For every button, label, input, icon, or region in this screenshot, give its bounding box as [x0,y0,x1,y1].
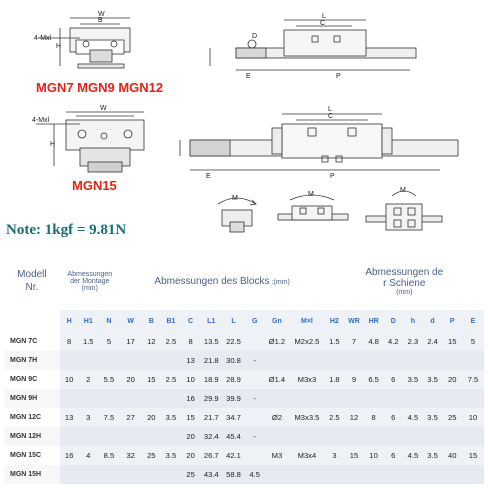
value-cell: 15 [468,451,478,460]
col-mxl: M×l [300,317,313,325]
value-cell [325,389,345,408]
value-cell [245,370,265,389]
col-d-small: d [430,317,435,325]
value-cell [141,351,161,370]
value-cell: 42.1 [226,451,241,460]
value-cell [364,465,384,484]
value-cell: 21.8 [200,351,222,370]
value-cell [325,427,345,446]
col-w: W [127,317,134,325]
l-label-small: L [322,13,326,20]
value-cell: 25 [147,451,156,460]
value-cell: 7.5 [467,375,479,384]
col-gn: Gn [272,317,282,325]
model-cell: MGN 12C [4,408,60,427]
model-cell: MGN 7H [4,351,60,370]
value-cell: - [245,389,265,408]
value-cell: 6 [391,375,396,384]
model-cell: MGN 7C [4,332,60,351]
p-label-large: P [330,173,335,180]
model-cell: MGN 15H [4,465,60,484]
value-cell: 4.5 [245,465,265,484]
moment-my-diagram [278,195,348,220]
table-row [4,427,484,446]
value-cell: 6.5 [368,375,379,384]
value-cell: 34.7 [226,413,241,422]
block-header: Abmessungen des Blocks :(mm) [120,252,325,310]
table-row [4,332,484,351]
mxl-label-large: 4-Mxl [32,117,50,124]
value-cell: 22.5 [226,337,241,346]
value-cell [423,351,443,370]
value-cell [289,465,324,484]
value-cell: 3.5 [427,413,438,422]
value-cell [78,465,98,484]
value-cell [265,389,290,408]
col-e: E [470,317,476,325]
value-cell: 3.5 [407,375,419,384]
value-cell: 15 [147,375,156,384]
value-cell: 2 [86,375,91,384]
col-h2: H2 [329,317,339,325]
value-cell: M3x3.5 [294,413,320,422]
value-cell: 15 [186,413,195,422]
value-cell: 12 [147,337,156,346]
value-cell: 16 [181,389,201,408]
table-column-headers [4,310,484,332]
value-cell [442,465,462,484]
value-cell [325,351,345,370]
value-cell [60,465,79,484]
value-cell [245,332,265,351]
value-cell [265,465,290,484]
table-row [4,351,484,370]
model-cell: MGN 9H [4,389,60,408]
value-cell [364,351,384,370]
col-h1: H1 [83,317,93,325]
value-cell [98,427,120,446]
value-cell: 28.9 [226,375,241,384]
series-large-label: MGN15 [72,178,117,193]
w-label-large: W [100,105,107,112]
value-cell [161,427,181,446]
col-wr: WR [348,317,360,325]
value-cell [403,351,423,370]
table-row [4,465,484,484]
value-cell: 1.5 [82,337,94,346]
value-cell: 13.5 [203,337,219,346]
value-cell: 8 [371,413,376,422]
col-b: B [148,317,154,325]
col-b1: B1 [166,317,176,325]
value-cell [383,351,403,370]
table-body [4,332,484,484]
value-cell [442,351,462,370]
table-row [4,446,484,465]
value-cell: 8.5 [103,451,115,460]
value-cell: 20 [447,375,457,384]
mount-header: Abmessungen der Montage (mm) [60,252,120,310]
value-cell: 7 [351,337,357,346]
table-row [4,370,484,389]
value-cell [289,389,324,408]
value-cell: 3.5 [165,413,177,422]
mr-label: M [232,195,238,202]
moment-mp-diagram [366,191,442,230]
table-row [4,389,484,408]
value-cell: 10 [186,375,195,384]
value-cell: 2.5 [165,375,177,384]
value-cell [423,427,443,446]
value-cell: M3x4 [297,451,317,460]
my-label: M [308,191,314,198]
value-cell: 8 [67,337,72,346]
mgn-small-cross-section [38,18,130,68]
value-cell [364,389,384,408]
col-h-small: h [410,317,416,325]
value-cell: Ø1.4 [268,375,286,384]
table-header-groups [4,252,484,310]
value-cell: 25 [447,413,457,422]
value-cell [383,389,403,408]
w-label-small: W [98,11,105,18]
value-cell: M3 [271,451,283,460]
value-cell [120,427,142,446]
value-cell: 9 [351,375,357,384]
value-cell [141,389,161,408]
value-cell [98,351,120,370]
e-label-small: E [246,73,251,80]
value-cell [344,465,364,484]
value-cell: 27 [126,413,135,422]
h-label-small: H [56,43,62,50]
value-cell: 10 [468,413,478,422]
value-cell [78,351,98,370]
mgn-small-side-view [210,20,416,70]
value-cell: 7.5 [103,413,115,422]
value-cell: 10 [64,375,74,384]
col-h: H [66,317,72,325]
h-label-large: H [50,141,56,148]
value-cell: 3.5 [427,375,438,384]
value-cell: M2x2.5 [294,337,320,346]
e-label-large: E [206,173,211,180]
c-label-small: C [320,20,326,27]
series-small-label: MGN7 MGN9 MGN12 [36,80,164,95]
value-cell: 13 [181,351,201,370]
value-cell [423,389,443,408]
value-cell: 20 [147,413,156,422]
value-cell [60,427,79,446]
d-label-small: D [252,33,258,40]
mgn15-side-view [180,114,458,170]
value-cell: 8 [188,337,193,346]
value-cell: 30.8 [222,351,245,370]
value-cell: 5.5 [103,375,115,384]
value-cell: 1.8 [329,375,340,384]
value-cell: 1.5 [329,337,340,346]
value-cell [141,465,161,484]
value-cell: 13 [64,413,74,422]
value-cell [78,389,98,408]
spec-table [4,252,484,484]
col-hr: HR [368,317,379,325]
value-cell: 21.7 [203,413,219,422]
value-cell: 20 [181,427,201,446]
value-cell: 29.9 [200,389,222,408]
value-cell [245,446,265,465]
value-cell: 2.3 [407,337,419,346]
value-cell [403,389,423,408]
moment-mr-diagram [218,198,256,232]
value-cell: 5 [470,337,476,346]
value-cell: 2.5 [329,413,340,422]
value-cell [442,389,462,408]
value-cell [98,389,120,408]
value-cell [265,427,290,446]
value-cell: M3x3 [297,375,317,384]
value-cell: 18.9 [203,375,219,384]
model-header: Modell Nr. [4,252,60,310]
value-cell [141,427,161,446]
value-cell: Ø1.2 [268,337,286,346]
value-cell [245,408,265,427]
value-cell: 32 [126,451,135,460]
value-cell: 32.4 [200,427,222,446]
c-label-large: C [328,113,334,120]
col-c: C [188,317,194,325]
value-cell [344,389,364,408]
value-cell [462,427,484,446]
value-cell [289,427,324,446]
value-cell: 25 [181,465,201,484]
value-cell: 17 [126,337,135,346]
value-cell [462,389,484,408]
mp-label: M [400,187,406,194]
value-cell [403,465,423,484]
value-cell: 6 [391,413,396,422]
value-cell [78,427,98,446]
table-row [4,408,484,427]
value-cell [60,351,79,370]
value-cell [120,465,142,484]
value-cell [462,351,484,370]
value-cell: 45.4 [222,427,245,446]
value-cell [383,465,403,484]
value-cell [462,465,484,484]
mxl-label-small: 4-Mxl [34,35,52,42]
b-label-small: B [98,17,103,24]
value-cell: 3 [86,413,91,422]
value-cell [403,427,423,446]
value-cell: 15 [349,451,359,460]
value-cell: - [245,427,265,446]
model-cell: MGN 15C [4,446,60,465]
col-d: D [390,317,396,325]
value-cell: 6 [391,451,396,460]
value-cell: 39.9 [222,389,245,408]
value-cell: 3.5 [165,451,177,460]
value-cell: 58.8 [222,465,245,484]
value-cell: 3 [332,451,337,460]
value-cell [120,351,142,370]
unit-note: Note: 1kgf = 9.81N [6,222,127,238]
value-cell [344,351,364,370]
value-cell [344,427,364,446]
value-cell: 20 [186,451,195,460]
value-cell [120,389,142,408]
value-cell: 4.2 [387,337,399,346]
col-g: G [251,317,258,325]
value-cell: 4.5 [407,451,419,460]
value-cell [364,427,384,446]
value-cell: 2.5 [165,337,177,346]
value-cell: 10 [369,451,378,460]
value-cell: 15 [447,337,457,346]
value-cell: 43.4 [200,465,222,484]
value-cell: 26.7 [203,451,219,460]
col-n: N [106,317,112,325]
value-cell: 40 [447,451,457,460]
value-cell: 20 [126,375,135,384]
value-cell [289,351,324,370]
value-cell [60,389,79,408]
value-cell: 3.5 [427,451,438,460]
value-cell [98,465,120,484]
value-cell [442,427,462,446]
value-cell [161,351,181,370]
col-l1: L1 [207,317,216,325]
l-label-large: L [328,106,332,113]
value-cell: 5 [106,337,112,346]
model-cell: MGN 12H [4,427,60,446]
value-cell [325,465,345,484]
value-cell [161,465,181,484]
model-cell: MGN 9C [4,370,60,389]
value-cell [383,427,403,446]
value-cell [161,389,181,408]
value-cell: 16 [64,451,74,460]
value-cell: 4.5 [407,413,419,422]
p-label-small: P [336,73,341,80]
value-cell: 4 [86,451,91,460]
value-cell: 2.4 [427,337,438,346]
value-cell: - [245,351,265,370]
col-p: P [449,317,455,325]
col-l: L [231,317,236,325]
value-cell [423,465,443,484]
rail-header: Abmessungen de r Schiene (mm) [325,252,484,310]
value-cell: 12 [349,413,359,422]
value-cell [265,351,290,370]
value-cell: 4.8 [368,337,379,346]
value-cell: Ø2 [271,413,282,422]
